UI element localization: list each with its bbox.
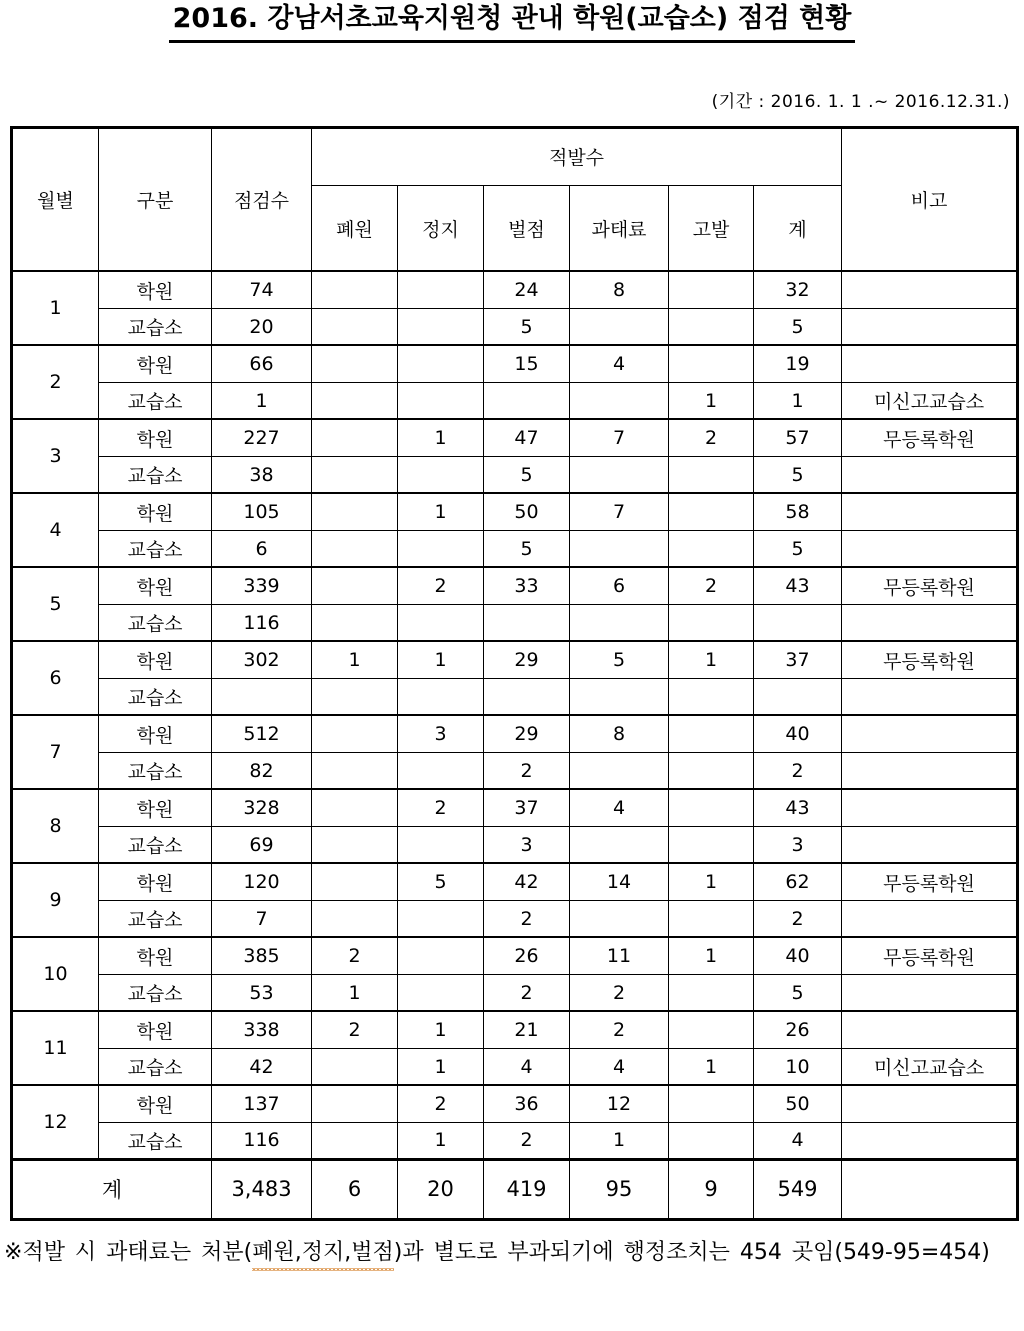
cell-accusation [669,1122,754,1159]
header-violation-group: 적발수 [312,127,842,185]
cell-count: 1 [212,382,312,419]
cell-closure [312,900,398,937]
cell-fine: 2 [570,974,669,1011]
cell-month: 2 [12,345,99,419]
header-closure: 폐원 [312,185,398,271]
cell-kind: 학원 [99,345,212,382]
table-row [12,715,1018,752]
cell-count: 137 [212,1085,312,1122]
cell-note [842,604,1018,641]
cell-count: 105 [212,493,312,530]
cell-suspension [398,308,484,345]
cell-count: 53 [212,974,312,1011]
total-row [12,1159,1018,1219]
cell-subtotal: 50 [754,1085,842,1122]
cell-fine: 7 [570,419,669,456]
cell-accusation: 1 [669,641,754,678]
cell-note: 미신고교습소 [842,1048,1018,1085]
cell-penalty: 50 [484,493,570,530]
cell-note [842,974,1018,1011]
table-row [12,530,1018,567]
cell-fine: 8 [570,715,669,752]
cell-closure [312,1085,398,1122]
cell-closure [312,456,398,493]
table-row [12,1085,1018,1122]
cell-note [842,1122,1018,1159]
cell-accusation [669,678,754,715]
cell-accusation [669,604,754,641]
cell-count: 227 [212,419,312,456]
cell-closure [312,382,398,419]
cell-fine [570,456,669,493]
cell-note [842,678,1018,715]
header-subtotal: 계 [754,185,842,271]
cell-month: 8 [12,789,99,863]
cell-kind: 학원 [99,789,212,826]
cell-accusation: 2 [669,567,754,604]
cell-penalty: 42 [484,863,570,900]
cell-fine [570,678,669,715]
cell-count: 42 [212,1048,312,1085]
cell-note [842,345,1018,382]
cell-accusation [669,974,754,1011]
cell-suspension [398,678,484,715]
cell-subtotal: 5 [754,530,842,567]
cell-accusation [669,1011,754,1048]
cell-accusation [669,530,754,567]
cell-count: 38 [212,456,312,493]
cell-count: 328 [212,789,312,826]
cell-kind: 학원 [99,271,212,308]
cell-kind: 교습소 [99,678,212,715]
cell-closure: 2 [312,937,398,974]
cell-subtotal: 26 [754,1011,842,1048]
inspection-report-table [10,126,1019,1221]
period-block [0,87,1024,112]
cell-suspension: 1 [398,641,484,678]
cell-subtotal: 57 [754,419,842,456]
cell-note: 무등록학원 [842,641,1018,678]
table-head [12,127,1018,271]
cell-subtotal: 1 [754,382,842,419]
cell-fine [570,752,669,789]
cell-kind: 학원 [99,641,212,678]
cell-subtotal: 10 [754,1048,842,1085]
cell-accusation [669,826,754,863]
cell-penalty: 2 [484,900,570,937]
cell-closure [312,789,398,826]
cell-penalty: 26 [484,937,570,974]
cell-suspension: 5 [398,863,484,900]
cell-closure [312,345,398,382]
cell-fine [570,826,669,863]
cell-penalty: 5 [484,456,570,493]
cell-penalty: 47 [484,419,570,456]
cell-month: 5 [12,567,99,641]
cell-fine: 2 [570,1011,669,1048]
title-block [0,0,1024,43]
cell-kind: 학원 [99,567,212,604]
cell-suspension: 1 [398,1011,484,1048]
cell-count: 7 [212,900,312,937]
cell-note: 미신고교습소 [842,382,1018,419]
total-fine: 95 [570,1159,669,1219]
cell-closure [312,604,398,641]
header-suspension: 정지 [398,185,484,271]
header-penalty-points: 벌점 [484,185,570,271]
header-month: 월별 [12,127,99,271]
cell-count: 339 [212,567,312,604]
cell-fine: 11 [570,937,669,974]
cell-suspension: 1 [398,419,484,456]
table-row [12,382,1018,419]
cell-count: 120 [212,863,312,900]
total-note [842,1159,1018,1219]
cell-accusation: 1 [669,382,754,419]
cell-penalty: 29 [484,641,570,678]
table-row [12,863,1018,900]
cell-count: 302 [212,641,312,678]
cell-count: 385 [212,937,312,974]
total-label: 계 [12,1159,212,1219]
cell-penalty: 33 [484,567,570,604]
cell-closure [312,308,398,345]
header-note: 비고 [842,127,1018,271]
cell-penalty: 29 [484,715,570,752]
cell-suspension [398,345,484,382]
table-row [12,493,1018,530]
cell-kind: 교습소 [99,900,212,937]
cell-count: 66 [212,345,312,382]
cell-fine: 7 [570,493,669,530]
table-row [12,974,1018,1011]
cell-kind: 교습소 [99,752,212,789]
cell-month: 6 [12,641,99,715]
table-row [12,937,1018,974]
cell-note: 무등록학원 [842,567,1018,604]
cell-accusation [669,752,754,789]
page-title: 2016. 강남서초교육지원청 관내 학원(교습소) 점검 현황 [169,2,856,43]
total-closure: 6 [312,1159,398,1219]
table-row [12,1048,1018,1085]
cell-subtotal: 43 [754,567,842,604]
total-count: 3,483 [212,1159,312,1219]
cell-suspension [398,456,484,493]
report-table-container [10,126,1014,1221]
cell-suspension: 1 [398,493,484,530]
cell-penalty: 2 [484,752,570,789]
cell-count: 74 [212,271,312,308]
cell-suspension [398,271,484,308]
cell-note [842,715,1018,752]
cell-kind: 학원 [99,419,212,456]
cell-accusation: 1 [669,1048,754,1085]
cell-month: 9 [12,863,99,937]
footnote-mark: ※ [4,1239,23,1265]
cell-month: 7 [12,715,99,789]
cell-subtotal [754,604,842,641]
cell-subtotal: 37 [754,641,842,678]
footnote-highlight: 폐원,정지,벌점 [252,1237,394,1269]
cell-penalty: 21 [484,1011,570,1048]
cell-subtotal: 5 [754,974,842,1011]
cell-suspension [398,382,484,419]
cell-accusation [669,345,754,382]
cell-kind: 교습소 [99,456,212,493]
cell-fine: 4 [570,1048,669,1085]
cell-kind: 교습소 [99,604,212,641]
cell-suspension: 3 [398,715,484,752]
cell-closure [312,715,398,752]
cell-subtotal: 2 [754,900,842,937]
cell-penalty: 2 [484,974,570,1011]
cell-note: 무등록학원 [842,863,1018,900]
footnote [4,1237,1018,1269]
cell-note [842,900,1018,937]
cell-kind: 학원 [99,1011,212,1048]
table-row [12,345,1018,382]
cell-accusation [669,1085,754,1122]
cell-closure [312,752,398,789]
cell-subtotal: 62 [754,863,842,900]
cell-subtotal: 3 [754,826,842,863]
cell-fine [570,308,669,345]
cell-month: 4 [12,493,99,567]
cell-closure [312,678,398,715]
cell-closure [312,530,398,567]
footnote-text-after: )과 별도로 부과되기에 행정조치는 454 곳임(549-95=454) [393,1239,990,1265]
cell-kind: 학원 [99,937,212,974]
table-row [12,271,1018,308]
cell-month: 11 [12,1011,99,1085]
table-row [12,604,1018,641]
header-accusation: 고발 [669,185,754,271]
table-row [12,1011,1018,1048]
cell-penalty: 4 [484,1048,570,1085]
cell-suspension [398,604,484,641]
cell-accusation [669,715,754,752]
cell-closure [312,1122,398,1159]
cell-count: 69 [212,826,312,863]
cell-subtotal: 2 [754,752,842,789]
cell-kind: 교습소 [99,826,212,863]
table-row [12,419,1018,456]
cell-kind: 교습소 [99,530,212,567]
table-row [12,789,1018,826]
table-row [12,456,1018,493]
cell-count: 6 [212,530,312,567]
cell-penalty: 5 [484,530,570,567]
cell-fine: 8 [570,271,669,308]
total-suspension: 20 [398,1159,484,1219]
cell-suspension [398,900,484,937]
cell-accusation [669,308,754,345]
cell-accusation [669,456,754,493]
cell-note [842,456,1018,493]
cell-fine: 6 [570,567,669,604]
cell-month: 1 [12,271,99,345]
cell-penalty [484,604,570,641]
cell-note [842,271,1018,308]
cell-kind: 교습소 [99,1048,212,1085]
cell-fine [570,604,669,641]
cell-subtotal: 5 [754,308,842,345]
cell-fine: 4 [570,789,669,826]
cell-kind: 교습소 [99,382,212,419]
cell-accusation [669,493,754,530]
cell-suspension [398,826,484,863]
cell-month: 3 [12,419,99,493]
cell-accusation: 1 [669,863,754,900]
cell-accusation: 2 [669,419,754,456]
cell-suspension: 2 [398,1085,484,1122]
cell-note [842,493,1018,530]
cell-fine: 14 [570,863,669,900]
header-kind: 구분 [99,127,212,271]
table-row [12,826,1018,863]
cell-closure: 1 [312,974,398,1011]
table-row [12,308,1018,345]
cell-closure [312,419,398,456]
cell-closure [312,1048,398,1085]
cell-closure [312,863,398,900]
cell-penalty [484,382,570,419]
table-row [12,641,1018,678]
cell-closure [312,271,398,308]
cell-subtotal: 5 [754,456,842,493]
header-inspection-count: 점검수 [212,127,312,271]
cell-count [212,678,312,715]
cell-penalty: 5 [484,308,570,345]
cell-suspension: 1 [398,1048,484,1085]
footnote-text-before: 적발 시 과태료는 처분( [22,1239,253,1265]
cell-subtotal: 32 [754,271,842,308]
cell-fine: 4 [570,345,669,382]
cell-fine: 1 [570,1122,669,1159]
cell-suspension [398,937,484,974]
total-accusation: 9 [669,1159,754,1219]
cell-month: 10 [12,937,99,1011]
cell-fine [570,530,669,567]
table-row [12,567,1018,604]
cell-penalty: 36 [484,1085,570,1122]
cell-suspension [398,530,484,567]
cell-fine: 12 [570,1085,669,1122]
cell-suspension [398,974,484,1011]
cell-note [842,789,1018,826]
cell-note [842,826,1018,863]
cell-penalty [484,678,570,715]
cell-note: 무등록학원 [842,937,1018,974]
cell-subtotal: 43 [754,789,842,826]
cell-suspension [398,752,484,789]
cell-note [842,752,1018,789]
cell-penalty: 3 [484,826,570,863]
cell-closure: 1 [312,641,398,678]
cell-kind: 학원 [99,863,212,900]
cell-note [842,530,1018,567]
table-row [12,900,1018,937]
cell-suspension: 2 [398,567,484,604]
table-row [12,678,1018,715]
cell-fine: 5 [570,641,669,678]
cell-kind: 학원 [99,1085,212,1122]
cell-note [842,308,1018,345]
cell-month: 12 [12,1085,99,1159]
cell-count: 116 [212,604,312,641]
cell-accusation [669,271,754,308]
cell-count: 82 [212,752,312,789]
header-fine: 과태료 [570,185,669,271]
cell-subtotal: 19 [754,345,842,382]
table-row [12,752,1018,789]
cell-penalty: 2 [484,1122,570,1159]
cell-penalty: 37 [484,789,570,826]
total-penalty: 419 [484,1159,570,1219]
cell-kind: 학원 [99,493,212,530]
cell-kind: 교습소 [99,308,212,345]
cell-fine [570,900,669,937]
cell-count: 338 [212,1011,312,1048]
cell-kind: 학원 [99,715,212,752]
cell-closure [312,826,398,863]
total-subtotal: 549 [754,1159,842,1219]
cell-closure: 2 [312,1011,398,1048]
cell-subtotal: 40 [754,715,842,752]
cell-subtotal [754,678,842,715]
cell-subtotal: 4 [754,1122,842,1159]
cell-kind: 교습소 [99,974,212,1011]
cell-fine [570,382,669,419]
cell-accusation [669,789,754,826]
cell-accusation [669,900,754,937]
cell-suspension: 2 [398,789,484,826]
cell-penalty: 15 [484,345,570,382]
cell-penalty: 24 [484,271,570,308]
cell-note: 무등록학원 [842,419,1018,456]
cell-closure [312,567,398,604]
cell-kind: 교습소 [99,1122,212,1159]
cell-count: 116 [212,1122,312,1159]
table-body [12,271,1018,1219]
cell-subtotal: 40 [754,937,842,974]
cell-accusation: 1 [669,937,754,974]
cell-note [842,1085,1018,1122]
cell-subtotal: 58 [754,493,842,530]
period-label: (기간 : 2016. 1. 1 .~ 2016.12.31.) [711,91,1010,112]
cell-count: 20 [212,308,312,345]
cell-suspension: 1 [398,1122,484,1159]
cell-closure [312,493,398,530]
cell-count: 512 [212,715,312,752]
table-row [12,1122,1018,1159]
cell-note [842,1011,1018,1048]
